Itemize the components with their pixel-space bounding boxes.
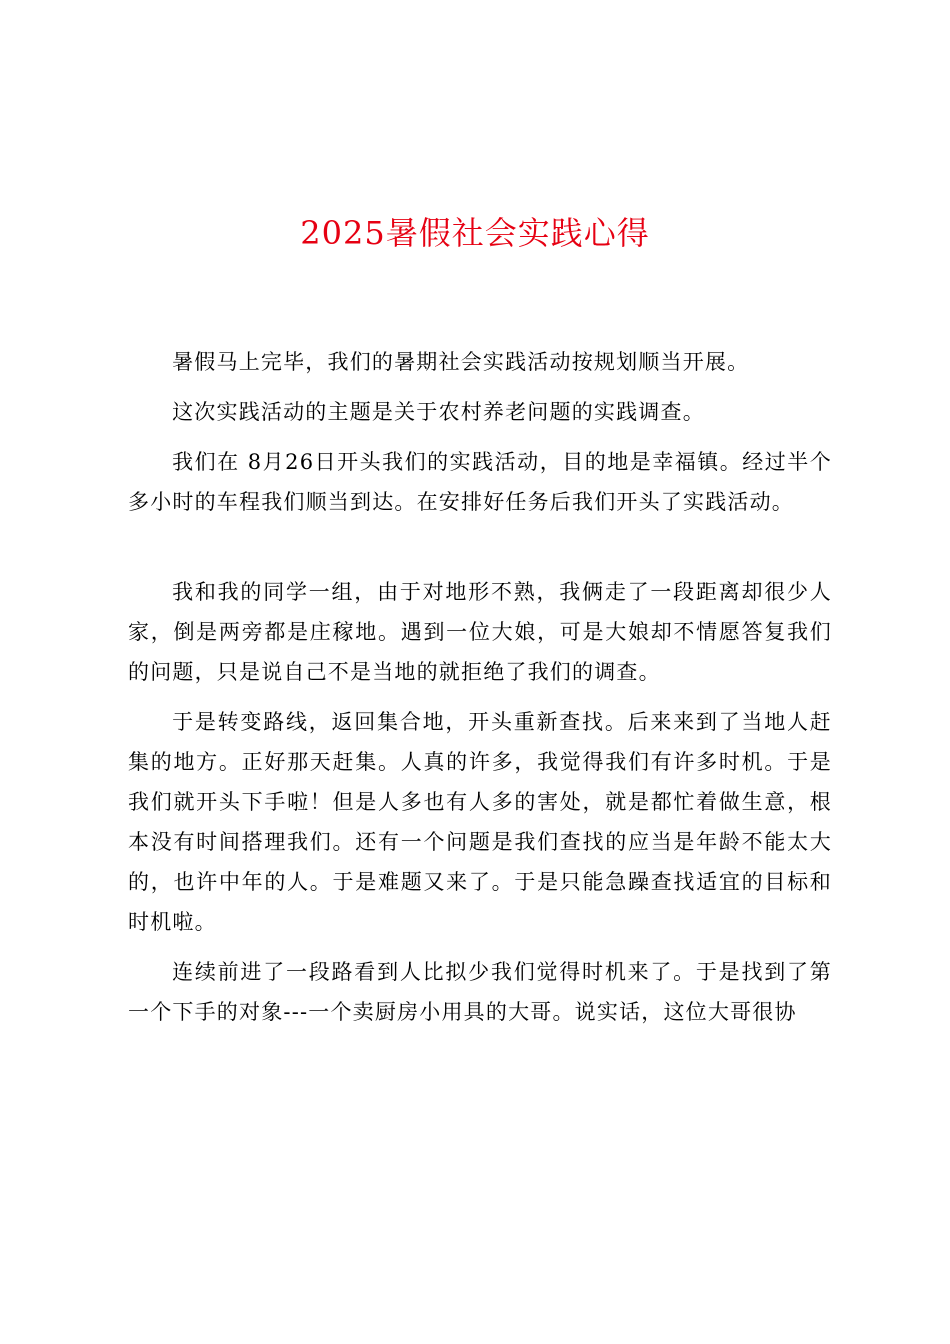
paragraph-4: 我和我的同学一组，由于对地形不熟，我俩走了一段距离却很少人家，倒是两旁都是庄稼地。遇到一位大娘，可是大娘却不情愿答复我们的问题，只是说自己不是当地的就拒绝了我们的调查。 [128, 580, 832, 684]
document-body [128, 342, 832, 1042]
paragraph-3: 我们在 8月26日开头我们的实践活动，目的地是幸福镇。经过半个多小时的车程我们顺当到达。在安排好任务后我们开头了实践活动。 [128, 450, 832, 514]
paragraph-1: 暑假马上完毕，我们的暑期社会实践活动按规划顺当开展。 [172, 350, 750, 374]
document-title: 2025暑假社会实践心得 [300, 214, 650, 252]
paragraph-6: 连续前进了一段路看到人比拟少我们觉得时机来了。于是找到了第一个下手的对象---一个卖厨房小用具的大哥。说实话，这位大哥很协 [128, 960, 832, 1024]
paragraph-5: 于是转变路线，返回集合地，开头重新查找。后来来到了当地人赶集的地方。正好那天赶集。人真的许多，我觉得我们有许多时机。于是我们就开头下手啦！但是人多也有人多的害处，就是都忙着做生意，根本没有时间搭理我们。还有一个问题是我们查找的应当是年龄不能太大的，也许中年的人。于是难题又来了。于是只能急躁查找适宜的目标和时机啦。 [128, 710, 832, 934]
paragraph-2: 这次实践活动的主题是关于农村养老问题的实践调查。 [172, 400, 705, 424]
